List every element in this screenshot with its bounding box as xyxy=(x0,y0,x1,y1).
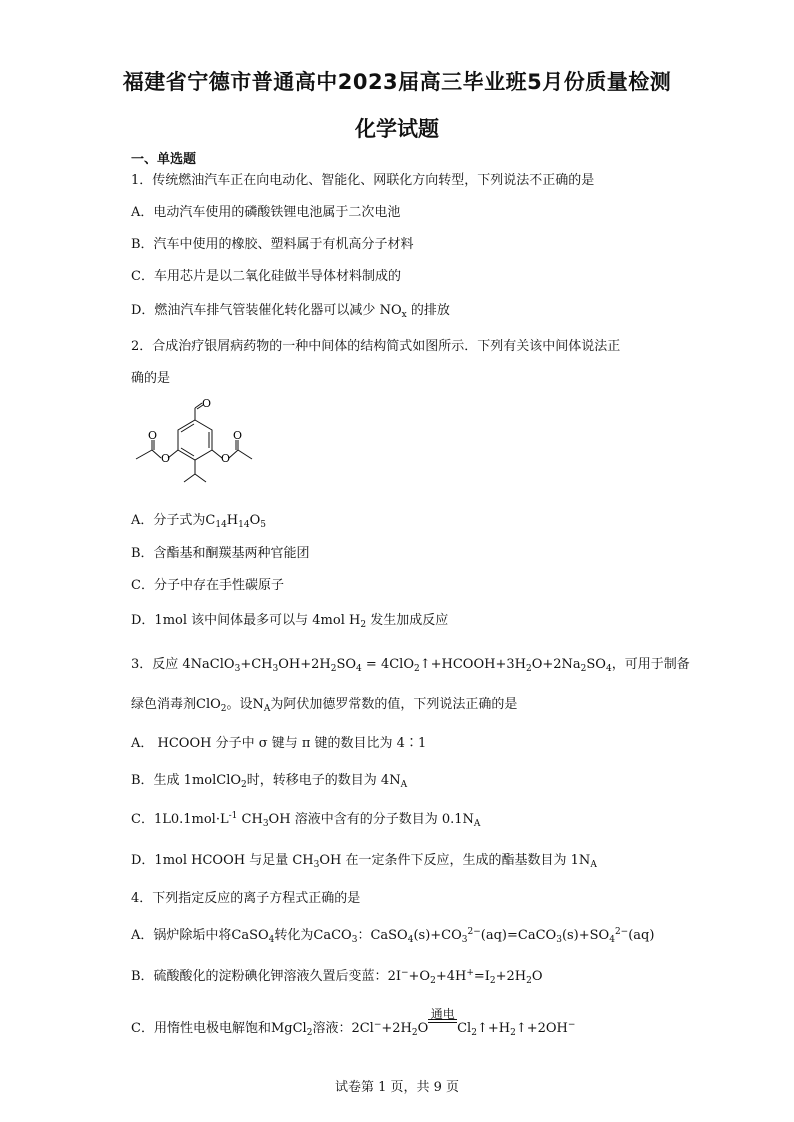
atom-label: O xyxy=(202,398,212,410)
q4-stem: 4．下列指定反应的离子方程式正确的是 xyxy=(131,891,361,906)
q3-option-b: B．生成 1molClO$_2$时，转移电子的数目为 $4N_A$ xyxy=(131,773,408,790)
q2-stem-line1: 2．合成治疗银屑病药物的一种中间体的结构简式如图所示．下列有关该中间体说法正 xyxy=(131,339,621,354)
section-heading: 一、单选题 xyxy=(131,152,197,167)
q4-option-c: C．用惰性电极电解饱和MgCl$_2$溶液：$2Cl^-+2H_2O$ 通电 $Cl_2↑+H_2↑+2OH^-$ xyxy=(131,1007,576,1038)
q4-option-a: A．锅炉除垢中将CaSO$_4$转化为CaCO$_3$：$CaSO_4(s)+CO_3^{2-}(aq)=CaCO_3(s)+SO_4^{2-}(aq)$ xyxy=(131,927,655,945)
q3-option-d: D．1mol HCOOH 与足量 $CH_3OH$ 在一定条件下反应，生成的酯基数目为 $1N_A$ xyxy=(131,853,597,870)
q4-option-b: B．硫酸酸化的淀粉碘化钾溶液久置后变蓝：$2I^-+O_2+4H^+=I_2+2H_2O$ xyxy=(131,968,543,986)
q1-option-b: B．汽车中使用的橡胶、塑料属于有机高分子材料 xyxy=(131,237,414,252)
molecule-structure xyxy=(128,398,258,508)
q3-option-a: A． HCOOH 分子中 σ 键与 π 键的数目比为 4∶1 xyxy=(131,736,427,751)
q1-stem: 1．传统燃油汽车正在向电动化、智能化、网联化方向转型，下列说法不正确的是 xyxy=(131,173,595,188)
atom-label: O xyxy=(221,452,231,465)
q2-option-d: D．1mol 该中间体最多可以与 4mol $H_2$ 发生加成反应 xyxy=(131,613,449,630)
q2-stem-line2: 确的是 xyxy=(131,371,171,386)
q1-option-a: A．电动汽车使用的磷酸铁锂电池属于二次电池 xyxy=(131,205,401,220)
q2-option-b: B．含酯基和酮羰基两种官能团 xyxy=(131,546,310,561)
atom-label: O xyxy=(148,429,158,442)
atom-label: O xyxy=(233,429,243,442)
q3-stem-line1: 3．反应 $4NaClO_3+CH_3OH+2H_2SO_4$ = $4ClO_2↑+HCOOH+3H_2O+2Na_2SO_4$，可用于制备 xyxy=(131,657,690,674)
page-footer: 试卷第 1 页，共 9 页 xyxy=(334,1080,460,1095)
exam-subject: 化学试题 xyxy=(355,117,439,141)
atom-label: O xyxy=(161,452,171,465)
electrolysis-condition: 通电 xyxy=(428,1020,457,1038)
exam-title: 福建省宁德市普通高中2023届高三毕业班5月份质量检测 xyxy=(122,70,672,94)
q2-option-c: C．分子中存在手性碳原子 xyxy=(131,578,284,593)
q2-option-a: A．分子式为$C_{14}H_{14}O_5$ xyxy=(131,513,266,530)
q3-stem-line2: 绿色消毒剂ClO$_2$。设$N_A$为阿伏加德罗常数的值，下列说法正确的是 xyxy=(131,697,518,714)
q1-option-c: C．车用芯片是以二氧化硅做半导体材料制成的 xyxy=(131,269,401,284)
q3-option-c: C．$1L0.1mol\cdot L^{-1}$ $CH_3OH$ 溶液中含有的分子数目为 $0.1N_A$ xyxy=(131,811,481,829)
q1-option-d: D．燃油汽车排气管装催化转化器可以减少 $NO_x$ 的排放 xyxy=(131,303,450,320)
